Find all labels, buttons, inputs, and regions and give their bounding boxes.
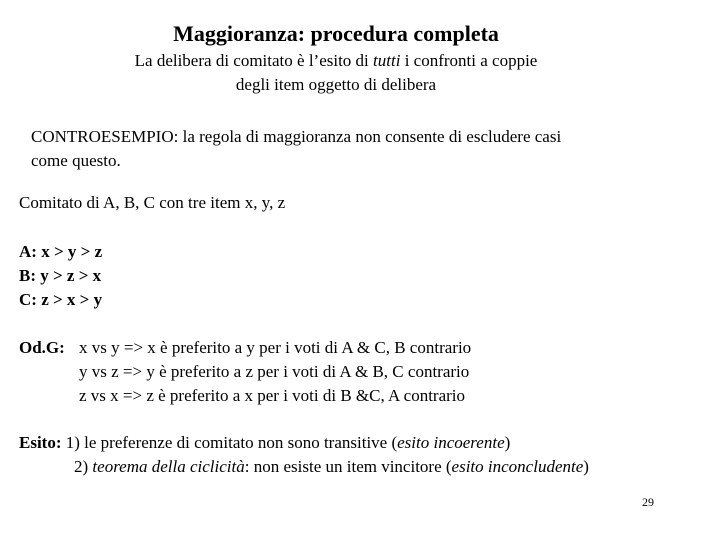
odg-line-3: z vs x => z è preferito a x per i voti di B &C, A contrario — [79, 386, 466, 405]
preference-b — [19, 266, 101, 286]
preference-order: y > z > x — [36, 266, 102, 285]
preference-order: x > y > z — [36, 242, 103, 261]
odg-line-2: y vs z => y è preferito a z per i voti di A & B, C contrario — [79, 362, 470, 381]
subtitle-line-1 — [0, 51, 672, 71]
esito-line-1 — [19, 433, 510, 453]
preference-label: B: — [19, 266, 36, 285]
subtitle-line-2: degli item oggetto di delibera — [235, 75, 437, 94]
odg-line-1: x vs y => x è preferito a y per i voti di A & C, B contrario — [79, 338, 472, 357]
esito-label: Esito: — [19, 433, 62, 452]
counterexample-line-2: come questo. — [31, 151, 121, 170]
esito-text: ) — [504, 433, 511, 452]
preference-label: A: — [19, 242, 37, 261]
esito-emphasis: teorema della ciclicità — [92, 457, 245, 476]
esito-text: : non esiste un item vincitore ( — [244, 457, 452, 476]
preference-label: C: — [19, 290, 37, 309]
esito-line-2 — [74, 457, 589, 477]
counterexample-line-1: CONTROESEMPIO: la regola di maggioranza non consente di escludere casi — [31, 127, 562, 146]
esito-number: 2) — [74, 457, 93, 476]
esito-emphasis: esito inconcludente — [451, 457, 584, 476]
odg-label: Od.G: — [19, 338, 65, 357]
slide-title: Maggioranza: procedura completa — [173, 21, 499, 46]
committee-description: Comitato di A, B, C con tre item x, y, z — [19, 193, 286, 212]
esito-text: ) — [583, 457, 589, 476]
page-number: 29 — [642, 495, 654, 509]
esito-emphasis: esito incoerente — [397, 433, 505, 452]
preference-order: z > x > y — [36, 290, 103, 309]
subtitle-emphasis: tutti — [373, 51, 401, 70]
preference-a — [19, 242, 102, 262]
esito-text: 1) le preferenze di comitato non sono transitive ( — [61, 433, 398, 452]
subtitle-text: i confronti a coppie — [400, 51, 538, 70]
preference-c — [19, 290, 102, 310]
subtitle-text: La delibera di comitato è l’esito di — [134, 51, 374, 70]
